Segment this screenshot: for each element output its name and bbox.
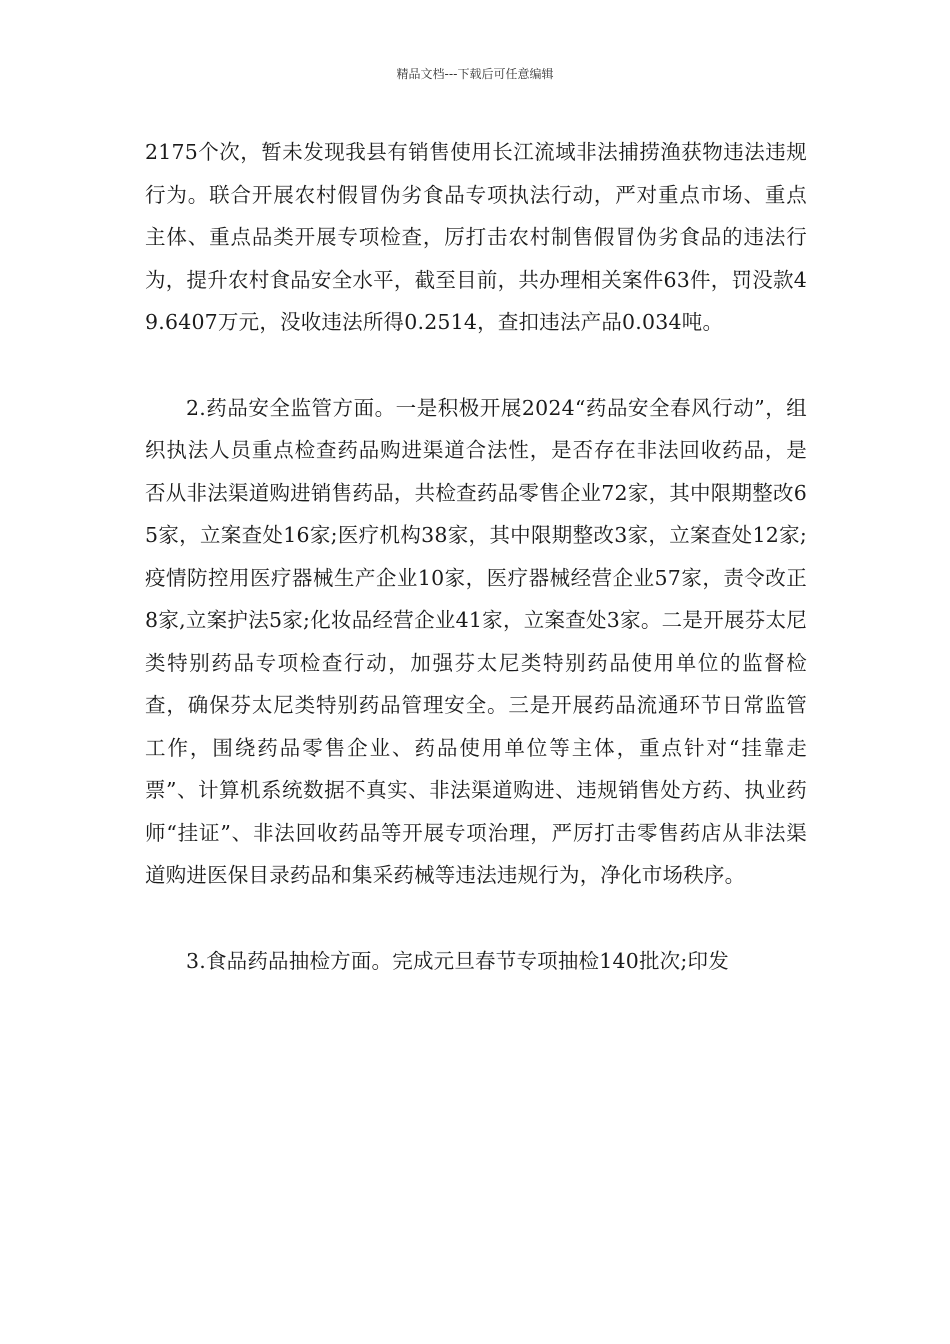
document-body	[145, 131, 807, 982]
paragraph-drug-safety: 2.药品安全监管方面。一是积极开展2024“药品安全春风行动”，组织执法人员重点检查药品购进渠道合法性，是否存在非法回收药品，是否从非法渠道购进销售药品，共检查药品零售企业72家，其中限期整改65家，立案查处16家;医疗机构38家，其中限期整改3家，立案查处12家;疫情防控用医疗器械生产企业10家，医疗器械经营企业57家，责令改正8家,立案护法5家;化妆品经营企业41家，立案查处3家。二是开展芬太尼类特别药品专项检查行动，加强芬太尼类特别药品使用单位的监督检查，确保芬太尼类特别药品管理安全。三是开展药品流通环节日常监管工作，围绕药品零售企业、药品使用单位等主体，重点针对“挂靠走票”、计算机系统数据不真实、非法渠道购进、违规销售处方药、执业药师“挂证”、非法回收药品等开展专项治理，严厉打击零售药店从非法渠道购进医保目录药品和集采药械等违法违规行为，净化市场秩序。	[145, 395, 807, 887]
paragraph-gap	[145, 344, 807, 387]
paragraph-food-enforcement: 2175个次，暂未发现我县有销售使用长江流域非法捕捞渔获物违法违规行为。联合开展农村假冒伪劣食品专项执法行动，严对重点市场、重点主体、重点品类开展专项检查，厉打击农村制售假冒伪劣食品的违法行为，提升农村食品安全水平，截至目前，共办理相关案件63件，罚没款49.6407万元，没收违法所得0.2514，查扣违法产品0.034吨。	[145, 140, 807, 334]
paragraph-gap	[145, 897, 807, 940]
page-header: 精品文档---下载后可任意编辑	[396, 67, 554, 81]
paragraph-sampling: 3.食品药品抽检方面。完成元旦春节专项抽检140批次;印发	[186, 948, 729, 973]
